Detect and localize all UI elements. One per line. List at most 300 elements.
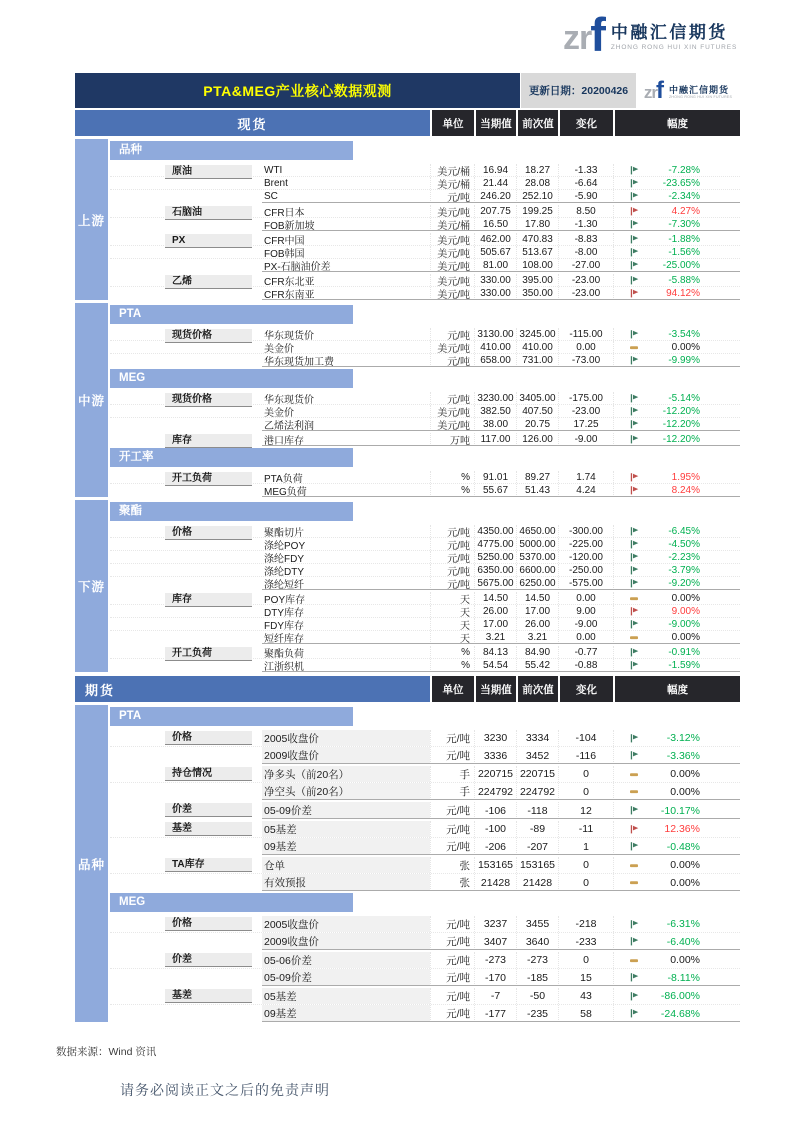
category-label: 价格 bbox=[165, 917, 252, 931]
current-value-cell: -273 bbox=[474, 952, 516, 968]
current-value-cell: -100 bbox=[474, 821, 516, 837]
unit-cell: 美元/吨 bbox=[430, 274, 474, 286]
spot-header-row bbox=[75, 110, 740, 136]
range-value: -12.20% bbox=[662, 405, 700, 417]
range-cell bbox=[613, 592, 740, 604]
category-label: 价差 bbox=[165, 953, 252, 967]
item-name-cell: 05基差 bbox=[262, 821, 430, 837]
change-value-cell: 0 bbox=[558, 952, 613, 968]
unit-cell: 天 bbox=[430, 631, 474, 644]
category-group bbox=[110, 986, 740, 1022]
category-group bbox=[110, 326, 740, 367]
column-header-previous: 前次值 bbox=[516, 110, 558, 136]
previous-value-cell: 3.21 bbox=[516, 631, 558, 644]
unit-cell: 万吨 bbox=[430, 433, 474, 446]
current-value-cell: 21.44 bbox=[474, 177, 516, 189]
group-header: MEG bbox=[110, 893, 353, 912]
category-label: 现货价格 bbox=[165, 329, 252, 343]
previous-value-cell: 5000.00 bbox=[516, 538, 558, 550]
unit-cell: 美元/吨 bbox=[430, 259, 474, 272]
range-value: -6.31% bbox=[666, 918, 700, 930]
range-cell bbox=[613, 564, 740, 576]
down-flag-icon bbox=[629, 219, 640, 230]
item-name-cell: 仓单 bbox=[262, 857, 430, 873]
range-cell bbox=[613, 631, 740, 644]
unit-cell: 元/吨 bbox=[430, 730, 474, 746]
disclaimer-note: 请务必阅读正文之后的免责声明 bbox=[120, 1082, 330, 1098]
range-cell bbox=[613, 551, 740, 563]
change-value-cell: -1.30 bbox=[558, 218, 613, 231]
category-group bbox=[110, 855, 740, 891]
range-cell bbox=[613, 802, 740, 819]
range-value: 0.00% bbox=[670, 768, 700, 780]
category-group bbox=[110, 523, 740, 590]
down-flag-icon bbox=[629, 247, 640, 258]
change-value-cell: -0.77 bbox=[558, 646, 613, 658]
current-value-cell: 330.00 bbox=[474, 274, 516, 286]
range-cell bbox=[613, 605, 740, 617]
range-value: -3.79% bbox=[668, 564, 700, 576]
table-row bbox=[110, 874, 740, 891]
range-value: -3.36% bbox=[666, 749, 700, 762]
unit-cell: 美元/吨 bbox=[430, 405, 474, 417]
up-flag-icon bbox=[629, 824, 640, 835]
down-flag-icon bbox=[629, 191, 640, 202]
down-flag-icon bbox=[629, 841, 640, 852]
down-flag-icon bbox=[629, 526, 640, 537]
column-header-previous: 前次值 bbox=[516, 676, 558, 702]
range-cell bbox=[613, 246, 740, 258]
item-name-cell: 05-09价差 bbox=[262, 969, 430, 986]
current-value-cell: 224792 bbox=[474, 783, 516, 800]
change-value-cell: 43 bbox=[558, 988, 613, 1004]
current-value-cell: 462.00 bbox=[474, 233, 516, 245]
table-row bbox=[110, 551, 740, 564]
unit-cell: % bbox=[430, 484, 474, 497]
flat-dash-icon bbox=[629, 632, 640, 643]
item-name-cell: 短纤库存 bbox=[264, 634, 304, 645]
range-cell bbox=[613, 1005, 740, 1022]
current-value-cell: -177 bbox=[474, 1005, 516, 1022]
table-row bbox=[110, 354, 740, 367]
item-name-cell: 江浙织机 bbox=[264, 662, 304, 673]
current-value-cell: 6350.00 bbox=[474, 564, 516, 576]
current-value-cell: 153165 bbox=[474, 857, 516, 873]
range-cell bbox=[613, 205, 740, 217]
previous-value-cell: 224792 bbox=[516, 783, 558, 800]
table-row bbox=[110, 783, 740, 800]
change-value-cell: -5.90 bbox=[558, 190, 613, 203]
range-value: 0.00% bbox=[671, 592, 700, 604]
down-flag-icon bbox=[629, 260, 640, 271]
previous-value-cell: 55.42 bbox=[516, 659, 558, 672]
range-cell bbox=[613, 418, 740, 431]
section-content bbox=[110, 500, 740, 672]
update-date-value: 20200426 bbox=[581, 84, 629, 97]
category-group bbox=[110, 644, 740, 672]
category-group bbox=[110, 728, 740, 764]
current-value-cell: 14.50 bbox=[474, 592, 516, 604]
category-group bbox=[110, 431, 740, 446]
up-flag-icon bbox=[629, 288, 640, 299]
category-label: 原油 bbox=[165, 165, 252, 179]
current-value-cell: 21428 bbox=[474, 874, 516, 891]
range-value: -9.99% bbox=[668, 355, 700, 366]
current-value-cell: 3407 bbox=[474, 933, 516, 950]
category-label: 基差 bbox=[165, 989, 252, 1003]
change-value-cell: -120.00 bbox=[558, 551, 613, 563]
unit-cell: 元/吨 bbox=[430, 952, 474, 968]
change-value-cell: -8.00 bbox=[558, 246, 613, 258]
current-value-cell: -106 bbox=[474, 802, 516, 819]
section-content bbox=[110, 303, 740, 497]
previous-value-cell: 108.00 bbox=[516, 259, 558, 272]
previous-value-cell: 407.50 bbox=[516, 405, 558, 417]
range-value: -1.59% bbox=[668, 660, 700, 671]
category-label: 石脑油 bbox=[165, 206, 252, 220]
current-value-cell: 84.13 bbox=[474, 646, 516, 658]
change-value-cell: -23.00 bbox=[558, 274, 613, 286]
range-value: 8.24% bbox=[671, 485, 700, 496]
range-cell bbox=[613, 405, 740, 417]
up-flag-icon bbox=[629, 606, 640, 617]
unit-cell: 元/吨 bbox=[430, 838, 474, 855]
range-value: -2.34% bbox=[668, 191, 700, 202]
change-value-cell: 0 bbox=[558, 874, 613, 891]
category-label: PX bbox=[165, 234, 252, 248]
range-cell bbox=[613, 392, 740, 404]
previous-value-cell: 6250.00 bbox=[516, 577, 558, 590]
item-name-cell: 聚酯负荷 bbox=[264, 648, 304, 660]
range-cell bbox=[613, 933, 740, 950]
previous-value-cell: 3640 bbox=[516, 933, 558, 950]
change-value-cell: 1 bbox=[558, 838, 613, 855]
range-value: -7.28% bbox=[668, 164, 700, 176]
change-value-cell: -250.00 bbox=[558, 564, 613, 576]
range-cell bbox=[613, 259, 740, 272]
unit-cell: 元/吨 bbox=[430, 328, 474, 340]
current-value-cell: 3.21 bbox=[474, 631, 516, 644]
range-cell bbox=[613, 646, 740, 658]
change-value-cell: -0.88 bbox=[558, 659, 613, 672]
item-name-cell: 华东现货价 bbox=[264, 330, 314, 342]
company-name-en: ZHONG RONG HUI XIN FUTURES bbox=[668, 95, 733, 99]
range-cell bbox=[613, 287, 740, 300]
table-row bbox=[110, 838, 740, 855]
range-cell bbox=[613, 538, 740, 550]
change-value-cell: -115.00 bbox=[558, 328, 613, 340]
unit-cell: 美元/吨 bbox=[430, 233, 474, 245]
range-cell bbox=[613, 838, 740, 855]
current-value-cell: -206 bbox=[474, 838, 516, 855]
item-name-cell: 华东现货价 bbox=[264, 394, 314, 406]
previous-value-cell: 220715 bbox=[516, 766, 558, 782]
item-name-cell: 2005收盘价 bbox=[262, 730, 430, 746]
current-value-cell: 207.75 bbox=[474, 205, 516, 217]
logo-f-glyph: f bbox=[655, 77, 664, 104]
current-value-cell: -7 bbox=[474, 988, 516, 1004]
table-section bbox=[75, 139, 740, 300]
update-date bbox=[521, 73, 636, 108]
range-value: 9.00% bbox=[671, 605, 700, 617]
group-header: 品种 bbox=[110, 141, 353, 160]
category-label: 价格 bbox=[165, 731, 252, 745]
sidebar-label: 下游 bbox=[75, 500, 108, 672]
company-logo bbox=[563, 8, 738, 61]
current-value-cell: 3336 bbox=[474, 747, 516, 764]
previous-value-cell: 20.75 bbox=[516, 418, 558, 431]
range-value: 0.00% bbox=[670, 859, 700, 871]
current-value-cell: 91.01 bbox=[474, 471, 516, 483]
table-row bbox=[110, 577, 740, 590]
previous-value-cell: -118 bbox=[516, 802, 558, 819]
unit-cell: % bbox=[430, 646, 474, 658]
flat-dash-icon bbox=[629, 593, 640, 604]
sidebar-label: 中游 bbox=[75, 303, 108, 497]
change-value-cell: 0.00 bbox=[558, 592, 613, 604]
unit-cell: 元/吨 bbox=[430, 551, 474, 563]
unit-cell: % bbox=[430, 471, 474, 483]
unit-cell: 元/吨 bbox=[430, 933, 474, 950]
range-cell bbox=[613, 484, 740, 497]
item-name-cell: 09基差 bbox=[262, 838, 430, 855]
down-flag-icon bbox=[629, 565, 640, 576]
sidebar-label: 上游 bbox=[75, 139, 108, 300]
previous-value-cell: -185 bbox=[516, 969, 558, 986]
range-value: -1.88% bbox=[668, 233, 700, 245]
column-header-range: 幅度 bbox=[613, 676, 740, 702]
item-name-cell: 美金价 bbox=[264, 343, 294, 355]
range-value: -5.14% bbox=[668, 392, 700, 404]
unit-cell: 元/吨 bbox=[430, 538, 474, 550]
previous-value-cell: -207 bbox=[516, 838, 558, 855]
range-cell bbox=[613, 659, 740, 672]
down-flag-icon bbox=[629, 539, 640, 550]
range-value: 4.27% bbox=[671, 205, 700, 217]
down-flag-icon bbox=[629, 393, 640, 404]
change-value-cell: 58 bbox=[558, 1005, 613, 1022]
logo-zr-glyph: zr bbox=[643, 83, 657, 102]
flat-dash-icon bbox=[629, 342, 640, 353]
unit-cell: 天 bbox=[430, 592, 474, 604]
previous-value-cell: 3455 bbox=[516, 916, 558, 932]
range-cell bbox=[613, 354, 740, 367]
item-name-cell: PX-石脑油价差 bbox=[264, 262, 331, 273]
previous-value-cell: 252.10 bbox=[516, 190, 558, 203]
down-flag-icon bbox=[629, 936, 640, 947]
item-name-cell: FOB新加坡 bbox=[264, 221, 315, 232]
range-cell bbox=[613, 916, 740, 932]
update-date-label: 更新日期： bbox=[528, 85, 582, 97]
previous-value-cell: 3405.00 bbox=[516, 392, 558, 404]
category-label: 价差 bbox=[165, 803, 252, 817]
unit-cell: 美元/吨 bbox=[430, 246, 474, 258]
change-value-cell: 0.00 bbox=[558, 341, 613, 353]
table-row bbox=[110, 190, 740, 203]
category-group bbox=[110, 231, 740, 272]
down-flag-icon bbox=[629, 660, 640, 671]
spot-body bbox=[75, 139, 740, 672]
range-cell bbox=[613, 274, 740, 286]
current-value-cell: 330.00 bbox=[474, 287, 516, 300]
item-name-cell: 2009收盘价 bbox=[262, 747, 430, 764]
column-header-change: 变化 bbox=[558, 676, 613, 702]
item-name-cell: SC bbox=[264, 191, 278, 202]
previous-value-cell: 14.50 bbox=[516, 592, 558, 604]
category-group bbox=[110, 950, 740, 986]
table-row bbox=[110, 418, 740, 431]
current-value-cell: 38.00 bbox=[474, 418, 516, 431]
item-name-cell: MEG负荷 bbox=[264, 487, 307, 498]
change-value-cell: 0 bbox=[558, 783, 613, 800]
column-header-current: 当期值 bbox=[474, 676, 516, 702]
item-name-cell: 2009收盘价 bbox=[262, 933, 430, 950]
range-value: -1.56% bbox=[668, 246, 700, 258]
previous-value-cell: 21428 bbox=[516, 874, 558, 891]
item-name-cell: FDY库存 bbox=[264, 620, 304, 632]
flat-dash-icon bbox=[629, 769, 640, 780]
current-value-cell: 3230 bbox=[474, 730, 516, 746]
current-value-cell: 4350.00 bbox=[474, 525, 516, 537]
category-group bbox=[110, 203, 740, 231]
category-group bbox=[110, 800, 740, 819]
item-name-cell: Brent bbox=[264, 177, 288, 189]
data-source-note: 数据来源：Wind 资讯 bbox=[56, 1046, 157, 1058]
category-label: 价格 bbox=[165, 526, 252, 540]
item-name-cell: WTI bbox=[264, 164, 283, 176]
previous-value-cell: 89.27 bbox=[516, 471, 558, 483]
category-label: 库存 bbox=[165, 434, 252, 448]
item-name-cell: 聚酯切片 bbox=[264, 527, 304, 539]
item-name-cell: 涤纶DTY bbox=[264, 566, 304, 578]
range-value: -0.91% bbox=[668, 646, 700, 658]
column-header-range: 幅度 bbox=[613, 110, 740, 136]
section-content bbox=[110, 139, 740, 300]
change-value-cell: -218 bbox=[558, 916, 613, 932]
previous-value-cell: 3245.00 bbox=[516, 328, 558, 340]
spot-section-header: 现货 bbox=[75, 110, 430, 136]
group-header: 聚酯 bbox=[110, 502, 353, 521]
data-table bbox=[75, 73, 740, 1022]
item-name-cell: 乙烯法利润 bbox=[264, 421, 314, 432]
down-flag-icon bbox=[629, 619, 640, 630]
previous-value-cell: 513.67 bbox=[516, 246, 558, 258]
column-header-change: 变化 bbox=[558, 110, 613, 136]
item-name-cell: 净空头（前20名） bbox=[262, 783, 430, 800]
range-cell bbox=[613, 525, 740, 537]
range-value: -3.12% bbox=[666, 732, 700, 744]
flat-dash-icon bbox=[629, 786, 640, 797]
change-value-cell: -11 bbox=[558, 821, 613, 837]
sidebar-label: 品种 bbox=[75, 705, 108, 1022]
previous-value-cell: 26.00 bbox=[516, 618, 558, 630]
unit-cell: 美元/吨 bbox=[430, 418, 474, 431]
category-group bbox=[110, 390, 740, 431]
previous-value-cell: 395.00 bbox=[516, 274, 558, 286]
company-name: 中融汇信期货 bbox=[610, 23, 728, 42]
range-value: 0.00% bbox=[670, 785, 700, 798]
range-value: 12.36% bbox=[664, 823, 700, 835]
range-value: -8.11% bbox=[667, 971, 700, 984]
flat-dash-icon bbox=[629, 860, 640, 871]
range-cell bbox=[613, 988, 740, 1004]
unit-cell: 元/吨 bbox=[430, 577, 474, 590]
range-cell bbox=[613, 730, 740, 746]
category-group bbox=[110, 162, 740, 203]
change-value-cell: 4.24 bbox=[558, 484, 613, 497]
down-flag-icon bbox=[629, 434, 640, 445]
down-flag-icon bbox=[629, 991, 640, 1002]
previous-value-cell: 126.00 bbox=[516, 433, 558, 446]
table-row bbox=[110, 618, 740, 631]
table-row bbox=[110, 631, 740, 644]
column-header-current: 当期值 bbox=[474, 110, 516, 136]
range-value: -86.00% bbox=[660, 990, 700, 1002]
current-value-cell: 658.00 bbox=[474, 354, 516, 367]
range-cell bbox=[613, 471, 740, 483]
change-value-cell: 17.25 bbox=[558, 418, 613, 431]
range-cell bbox=[613, 177, 740, 189]
category-group bbox=[110, 764, 740, 800]
change-value-cell: -73.00 bbox=[558, 354, 613, 367]
change-value-cell: -104 bbox=[558, 730, 613, 746]
change-value-cell: 0.00 bbox=[558, 631, 613, 644]
unit-cell: 手 bbox=[430, 783, 474, 800]
down-flag-icon bbox=[629, 355, 640, 366]
range-value: -5.88% bbox=[668, 274, 700, 286]
range-value: -6.40% bbox=[666, 935, 700, 948]
title-row bbox=[75, 73, 740, 108]
range-value: -6.45% bbox=[668, 525, 700, 537]
range-cell bbox=[613, 433, 740, 446]
down-flag-icon bbox=[629, 552, 640, 563]
category-group bbox=[110, 590, 740, 644]
page-title: PTA&MEG产业核心数据观测 bbox=[75, 73, 520, 108]
unit-cell: 元/吨 bbox=[430, 821, 474, 837]
range-cell bbox=[613, 821, 740, 837]
unit-cell: 元/吨 bbox=[430, 988, 474, 1004]
current-value-cell: 246.20 bbox=[474, 190, 516, 203]
down-flag-icon bbox=[629, 972, 640, 983]
range-cell bbox=[613, 747, 740, 764]
change-value-cell: -1.33 bbox=[558, 164, 613, 176]
item-name-cell: DTY库存 bbox=[264, 607, 304, 619]
unit-cell: 美元/桶 bbox=[430, 177, 474, 189]
current-value-cell: 3130.00 bbox=[474, 328, 516, 340]
current-value-cell: 382.50 bbox=[474, 405, 516, 417]
table-section bbox=[75, 303, 740, 497]
unit-cell: 元/吨 bbox=[430, 747, 474, 764]
current-value-cell: 410.00 bbox=[474, 341, 516, 353]
range-cell bbox=[613, 577, 740, 590]
up-flag-icon bbox=[629, 472, 640, 483]
previous-value-cell: 51.43 bbox=[516, 484, 558, 497]
unit-cell: 美元/吨 bbox=[430, 287, 474, 300]
item-name-cell: 美金价 bbox=[264, 407, 294, 419]
unit-cell: 张 bbox=[430, 874, 474, 891]
change-value-cell: -175.00 bbox=[558, 392, 613, 404]
previous-value-cell: 410.00 bbox=[516, 341, 558, 353]
item-name-cell: PTA负荷 bbox=[264, 473, 303, 485]
range-value: -24.68% bbox=[660, 1007, 700, 1020]
range-cell bbox=[613, 328, 740, 340]
table-row bbox=[110, 1005, 740, 1022]
range-value: -12.20% bbox=[662, 434, 700, 445]
down-flag-icon bbox=[629, 275, 640, 286]
logo-zr-glyph: zr bbox=[563, 19, 592, 57]
change-value-cell: -233 bbox=[558, 933, 613, 950]
previous-value-cell: 17.00 bbox=[516, 605, 558, 617]
